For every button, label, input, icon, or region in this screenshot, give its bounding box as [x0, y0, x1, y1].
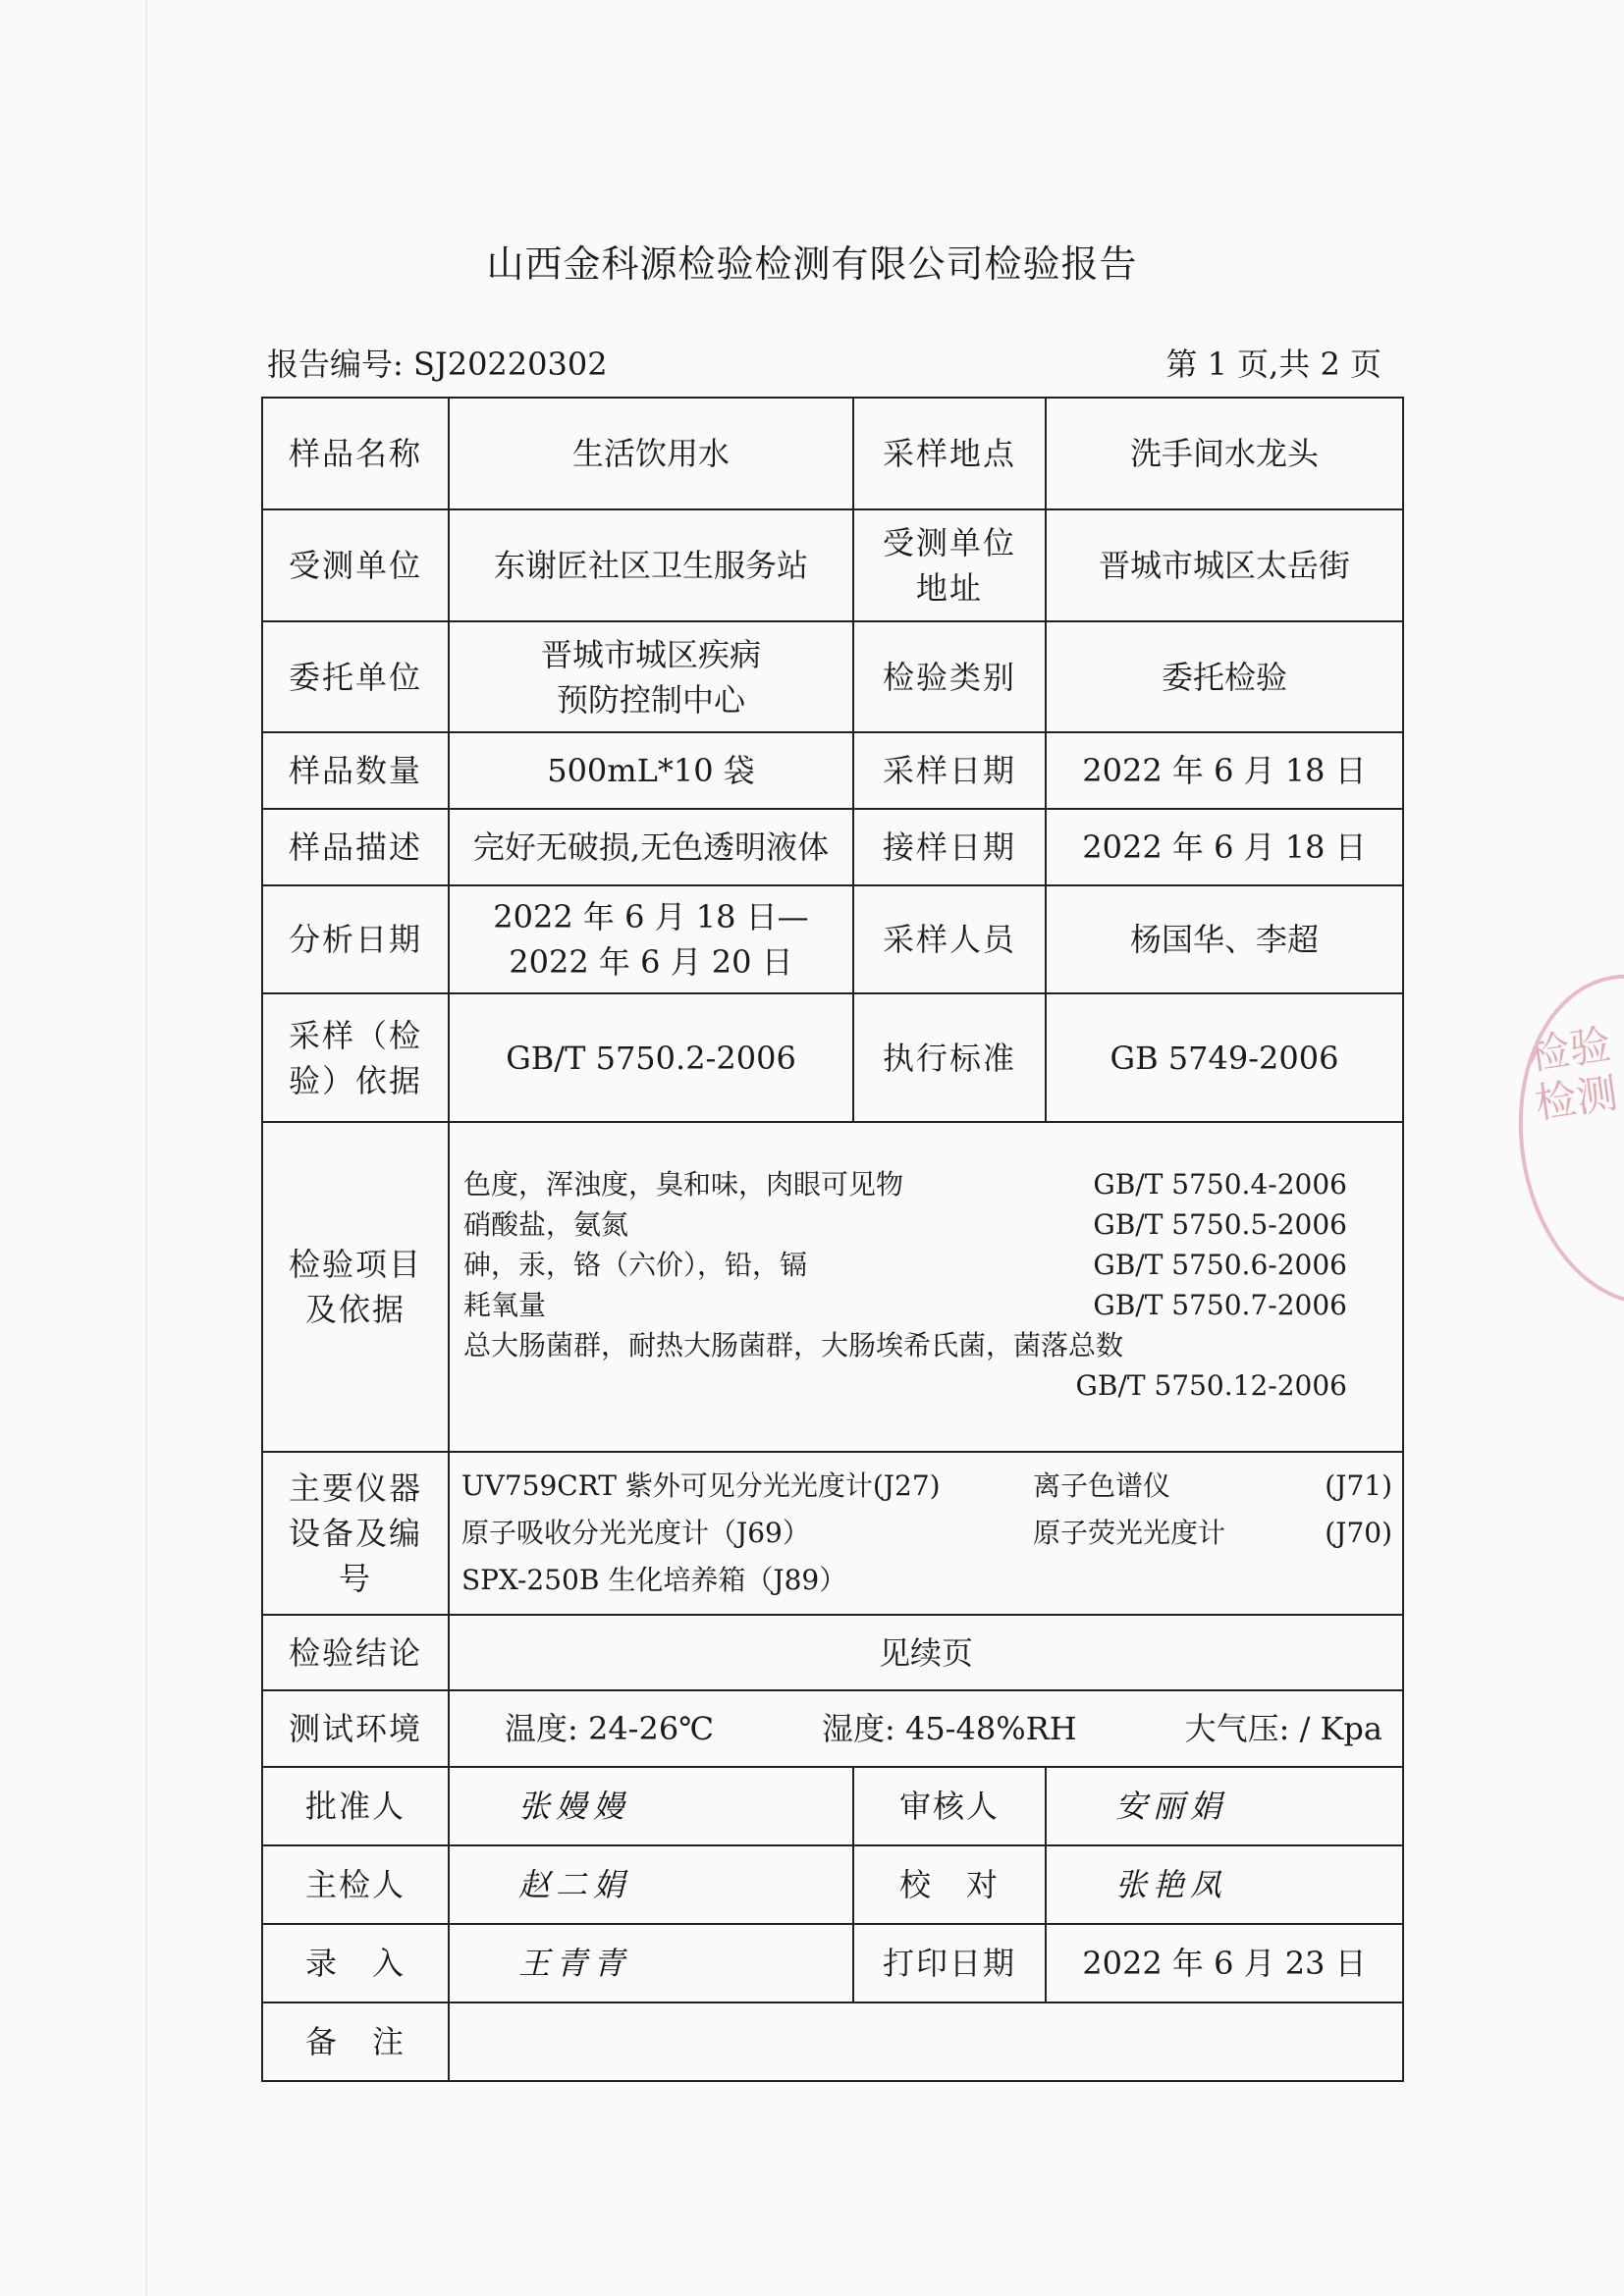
table-row [262, 2002, 1403, 2081]
company-seal-stamp [1498, 959, 1624, 1320]
label-line: 受测单位 [882, 524, 1016, 561]
items-label [262, 1122, 449, 1452]
tested-unit-value: 东谢匠社区卫生服务站 [449, 509, 853, 621]
equipment-name: 离子色谱仪 [1033, 1469, 1171, 1502]
list-item [461, 1557, 1392, 1604]
table-row [262, 809, 1403, 885]
page-number: 第 1 页,共 2 页 [1165, 346, 1381, 383]
label-line: 及依据 [304, 1291, 406, 1328]
label-line: 地址 [915, 569, 983, 607]
equipment-label [262, 1452, 449, 1615]
value-line: 2022 年 6 月 18 日— [493, 898, 809, 935]
label-line: 检验项目 [288, 1246, 422, 1283]
list-item [463, 1164, 1388, 1204]
equipment-code: (J71) [1325, 1469, 1392, 1502]
sample-name-value: 生活饮用水 [449, 398, 853, 509]
equipment-code: (J70) [1325, 1517, 1392, 1549]
client-value [449, 621, 853, 732]
list-item [461, 1463, 1392, 1510]
inspection-type-label: 检验类别 [853, 621, 1046, 732]
remarks-value [449, 2002, 1403, 2081]
list-item: GB/T 5750.12-2006 [1075, 1369, 1347, 1402]
label-line: 验）依据 [288, 1061, 422, 1099]
table-row [262, 1615, 1403, 1690]
proofreader-signature: 张艳凤 [1046, 1845, 1403, 1924]
equipment-name: 原子荧光光度计 [1033, 1517, 1226, 1549]
basis-value: GB/T 5750.2-2006 [449, 993, 853, 1122]
sample-desc-value: 完好无破损,无色透明液体 [449, 809, 853, 885]
analysis-date-label: 分析日期 [262, 885, 449, 993]
item-text: 砷，汞，铬（六价），铅，镉 [463, 1249, 808, 1281]
sample-name-label: 样品名称 [262, 398, 449, 509]
table-row [262, 1845, 1403, 1924]
sampler-label: 采样人员 [853, 885, 1046, 993]
equipment-name: 原子吸收分光光度计（J69） [461, 1517, 810, 1549]
receive-date-label: 接样日期 [853, 809, 1046, 885]
environment-label: 测试环境 [262, 1690, 449, 1767]
sampling-site-label: 采样地点 [853, 398, 1046, 509]
label-line: 设备及编 [288, 1515, 422, 1552]
table-row [262, 993, 1403, 1122]
pressure: 大气压: / Kpa [1184, 1710, 1382, 1747]
tested-unit-address-value: 晋城市城区太岳街 [1046, 509, 1403, 621]
sampling-site-value: 洗手间水龙头 [1046, 398, 1403, 509]
list-item [463, 1285, 1388, 1325]
label-line: 主要仪器 [288, 1469, 422, 1507]
label-line: 采样（检 [288, 1016, 422, 1054]
standard-value: GB 5749-2006 [1046, 993, 1403, 1122]
inspector-signature: 赵二娟 [449, 1845, 853, 1924]
print-date-value: 2022 年 6 月 23 日 [1046, 1924, 1403, 2002]
equipment-name: UV759CRT 紫外可见分光光度计(J27) [461, 1469, 941, 1502]
list-item [463, 1245, 1388, 1285]
table-row [262, 1690, 1403, 1767]
sampler-value: 杨国华、李超 [1046, 885, 1403, 993]
conclusion-label: 检验结论 [262, 1615, 449, 1690]
list-item [461, 1510, 1392, 1557]
environment-value [449, 1690, 1403, 1767]
sample-qty-value: 500mL*10 袋 [449, 732, 853, 809]
inspector-label: 主检人 [262, 1845, 449, 1924]
report-number: 报告编号: SJ20220302 [267, 346, 608, 383]
page-title: 山西金科源检验检测有限公司检验报告 [486, 242, 1138, 286]
table-row [262, 885, 1403, 993]
item-text: 硝酸盐，氨氮 [463, 1208, 629, 1241]
receive-date-value: 2022 年 6 月 18 日 [1046, 809, 1403, 885]
table-row [262, 398, 1403, 509]
scan-edge-line [145, 0, 147, 2296]
item-text: 色度，浑浊度，臭和味，肉眼可见物 [463, 1168, 904, 1201]
value-line: 晋城市城区疾病 [540, 635, 761, 673]
sample-desc-label: 样品描述 [262, 809, 449, 885]
proofreader-label: 校 对 [853, 1845, 1046, 1924]
report-table [261, 397, 1404, 2082]
sample-qty-label: 样品数量 [262, 732, 449, 809]
remarks-label: 备 注 [262, 2002, 449, 2081]
item-standard: GB/T 5750.5-2006 [1093, 1208, 1347, 1241]
table-row [262, 621, 1403, 732]
tested-unit-address-label [853, 509, 1046, 621]
tested-unit-label: 受测单位 [262, 509, 449, 621]
table-row [262, 1452, 1403, 1615]
approver-signature: 张嫚嫚 [449, 1767, 853, 1845]
item-text: 耗氧量 [463, 1289, 547, 1321]
approver-label: 批准人 [262, 1767, 449, 1845]
item-standard: GB/T 5750.4-2006 [1093, 1168, 1347, 1201]
sampling-date-label: 采样日期 [853, 732, 1046, 809]
entry-signature: 王青青 [449, 1924, 853, 2002]
stamp-text: 检验检测 [1525, 1020, 1621, 1128]
equipment-list [449, 1452, 1403, 1615]
label-line: 号 [338, 1560, 372, 1597]
basis-label [262, 993, 449, 1122]
inspection-type-value: 委托检验 [1046, 621, 1403, 732]
temperature: 温度: 24-26℃ [505, 1710, 715, 1747]
table-row [262, 1924, 1403, 2002]
analysis-date-value [449, 885, 853, 993]
table-row [262, 1767, 1403, 1845]
table-row [262, 1122, 1403, 1452]
entry-label: 录 入 [262, 1924, 449, 2002]
equipment-name: SPX-250B 生化培养箱（J89） [461, 1564, 847, 1596]
print-date-label: 打印日期 [853, 1924, 1046, 2002]
reviewer-signature: 安丽娟 [1046, 1767, 1403, 1845]
item-standard: GB/T 5750.6-2006 [1093, 1249, 1347, 1281]
list-item [463, 1204, 1388, 1245]
reviewer-label: 审核人 [853, 1767, 1046, 1845]
table-row [262, 732, 1403, 809]
table-row [262, 509, 1403, 621]
item-text: 总大肠菌群，耐热大肠菌群，大肠埃希氏菌，菌落总数 [463, 1329, 1124, 1362]
client-label: 委托单位 [262, 621, 449, 732]
conclusion-value: 见续页 [449, 1615, 1403, 1690]
standard-label: 执行标准 [853, 993, 1046, 1122]
sampling-date-value: 2022 年 6 月 18 日 [1046, 732, 1403, 809]
items-list [449, 1122, 1403, 1452]
list-item [463, 1325, 1388, 1365]
value-line: 2022 年 6 月 20 日 [509, 943, 793, 981]
value-line: 预防控制中心 [556, 680, 745, 719]
item-standard: GB/T 5750.7-2006 [1093, 1289, 1347, 1321]
humidity: 湿度: 45-48%RH [822, 1710, 1077, 1747]
